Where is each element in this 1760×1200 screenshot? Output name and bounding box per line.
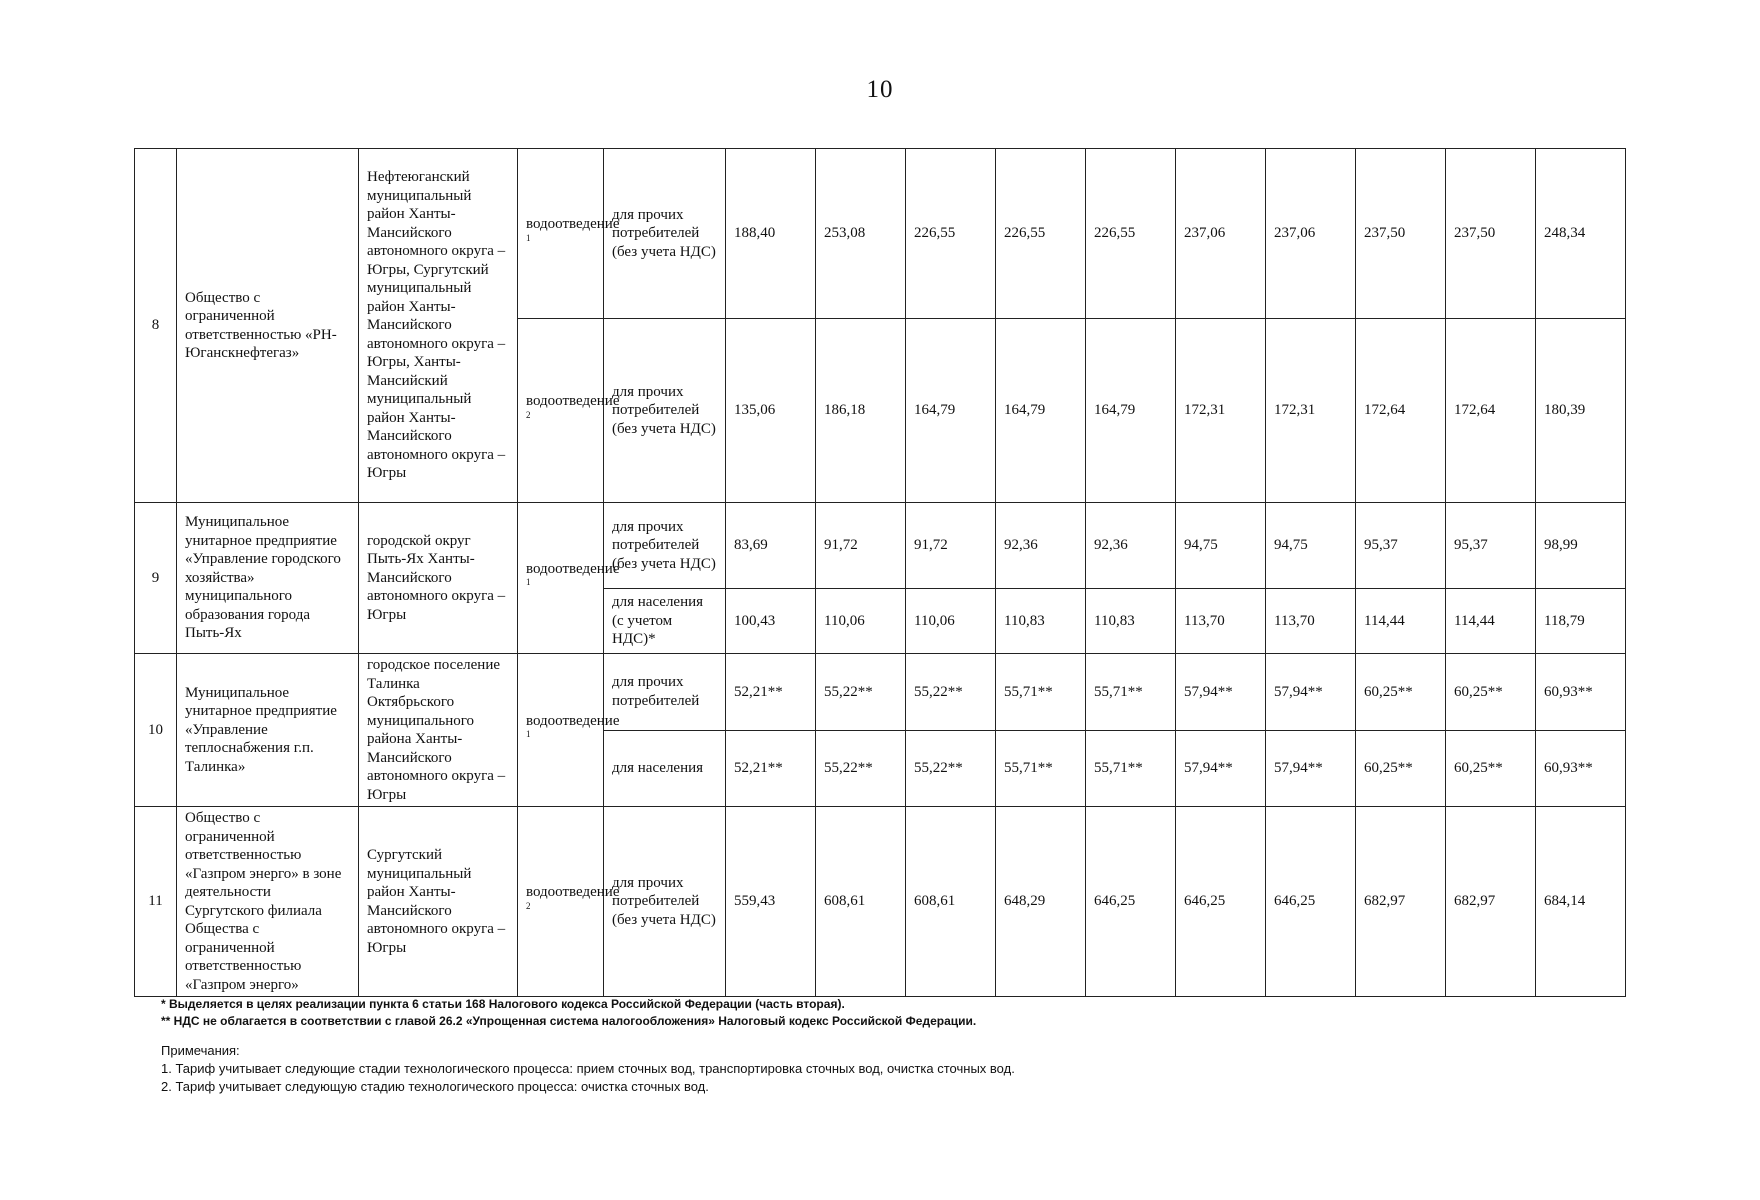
tariff-value: 113,70	[1176, 589, 1266, 654]
tariff-value: 684,14	[1536, 807, 1626, 997]
tariff-value: 114,44	[1446, 589, 1536, 654]
footnote-vat-included: * Выделяется в целях реализации пункта 6 статьи 168 Налогового кодекса Российской Федерации (часть вторая).	[161, 997, 845, 1011]
tariff-value: 55,22**	[906, 730, 996, 807]
tariff-value: 682,97	[1446, 807, 1536, 997]
consumer-cell: для прочих потребителей (без учета НДС)	[604, 149, 726, 319]
tariff-value: 172,31	[1176, 319, 1266, 503]
tariff-value: 55,71**	[996, 730, 1086, 807]
tariff-value: 94,75	[1176, 503, 1266, 589]
territory-cell: городской округ Пыть-Ях Ханты-Мансийского автономного округа – Югры	[359, 503, 518, 654]
organization-cell: Общество с ограниченной ответственностью «Газпром энерго» в зоне деятельности Сургутского филиала Общества с ограниченной ответственностью «Газпром энерго»	[177, 807, 359, 997]
tariff-value: 559,43	[726, 807, 816, 997]
tariff-value: 186,18	[816, 319, 906, 503]
note-ref: 1	[526, 729, 531, 739]
organization-cell: Муниципальное унитарное предприятие «Управление городского хозяйства» муниципального образования города Пыть-Ях	[177, 503, 359, 654]
tariff-value: 57,94**	[1266, 654, 1356, 731]
note-item: 1. Тариф учитывает следующие стадии технологического процесса: прием сточных вод, транспортировка сточных вод, очистка сточных вод.	[161, 1061, 1015, 1076]
tariff-value: 114,44	[1356, 589, 1446, 654]
tariff-value: 110,06	[906, 589, 996, 654]
tariff-value: 91,72	[816, 503, 906, 589]
page-number: 10	[866, 76, 894, 103]
tariff-value: 226,55	[906, 149, 996, 319]
tariff-value: 55,71**	[996, 654, 1086, 731]
note-ref: 1	[526, 232, 531, 243]
tariff-value: 248,34	[1536, 149, 1626, 319]
note-ref: 2	[526, 900, 531, 911]
tariff-value: 55,71**	[1086, 730, 1176, 807]
tariff-value: 226,55	[996, 149, 1086, 319]
tariff-value: 164,79	[1086, 319, 1176, 503]
service-cell	[518, 654, 620, 807]
service-cell	[518, 319, 620, 503]
tariff-value: 648,29	[996, 807, 1086, 997]
tariff-value: 110,06	[816, 589, 906, 654]
tariff-value: 180,39	[1536, 319, 1626, 503]
service-label: водоотведение	[526, 712, 620, 729]
tariff-value: 95,37	[1356, 503, 1446, 589]
service-cell	[518, 503, 620, 654]
tariff-value: 83,69	[726, 503, 816, 589]
consumer-cell: для прочих потребителей (без учета НДС)	[604, 807, 726, 997]
territory-cell: Нефтеюганский муниципальный район Ханты-Мансийского автономного округа – Югры, Сургутский муниципальный район Ханты-Мансийского автономного округа – Югры, Ханты-Мансийский муниципальный район Ханты-Мансийского автономного округа – Югры	[359, 149, 518, 503]
tariff-value: 100,43	[726, 589, 816, 654]
tariff-value: 135,06	[726, 319, 816, 503]
notes-section	[161, 1042, 1015, 1096]
tariff-value: 682,97	[1356, 807, 1446, 997]
tariff-value: 91,72	[906, 503, 996, 589]
tariff-value: 52,21**	[726, 654, 816, 731]
tariff-value: 60,93**	[1536, 730, 1626, 807]
tariff-table	[134, 148, 1626, 997]
tariff-value: 646,25	[1266, 807, 1356, 997]
row-number: 8	[135, 149, 177, 503]
table-row	[135, 149, 1626, 319]
tariff-value: 110,83	[996, 589, 1086, 654]
service-label: водоотведение	[526, 560, 620, 577]
tariff-value: 646,25	[1086, 807, 1176, 997]
footnote-vat-exempt: ** НДС не облагается в соответствии с главой 26.2 «Упрощенная система налогообложения» Налоговый кодекс Российской Федерации.	[161, 1014, 977, 1028]
row-number: 9	[135, 503, 177, 654]
tariff-value: 60,93**	[1536, 654, 1626, 731]
tariff-value: 172,31	[1266, 319, 1356, 503]
row-number: 10	[135, 654, 177, 807]
consumer-cell: для прочих потребителей (без учета НДС)	[604, 503, 726, 589]
tariff-value: 60,25**	[1356, 654, 1446, 731]
note-item: 2. Тариф учитывает следующую стадию технологического процесса: очистка сточных вод.	[161, 1079, 709, 1094]
tariff-value: 253,08	[816, 149, 906, 319]
tariff-value: 60,25**	[1446, 730, 1536, 807]
tariff-value: 172,64	[1446, 319, 1536, 503]
tariff-value: 60,25**	[1356, 730, 1446, 807]
consumer-cell: для прочих потребителей (без учета НДС)	[604, 319, 726, 503]
consumer-cell: для прочих потребителей	[604, 654, 726, 731]
table-row	[135, 654, 1626, 731]
tariff-value: 164,79	[996, 319, 1086, 503]
territory-cell: Сургутский муниципальный район Ханты-Мансийского автономного округа – Югры	[359, 807, 518, 997]
footnotes	[161, 996, 976, 1030]
tariff-value: 98,99	[1536, 503, 1626, 589]
tariff-value: 55,22**	[906, 654, 996, 731]
tariff-value: 110,83	[1086, 589, 1176, 654]
tariff-value: 94,75	[1266, 503, 1356, 589]
tariff-value: 57,94**	[1176, 654, 1266, 731]
tariff-value: 237,50	[1356, 149, 1446, 319]
tariff-value: 113,70	[1266, 589, 1356, 654]
tariff-value: 92,36	[1086, 503, 1176, 589]
service-label: водоотведение	[526, 216, 620, 232]
service-label: водоотведение	[526, 393, 620, 409]
tariff-value: 118,79	[1536, 589, 1626, 654]
tariff-value: 164,79	[906, 319, 996, 503]
tariff-value: 57,94**	[1266, 730, 1356, 807]
tariff-value: 172,64	[1356, 319, 1446, 503]
tariff-value: 188,40	[726, 149, 816, 319]
service-label: водоотведение	[526, 884, 620, 900]
notes-title: Примечания:	[161, 1043, 240, 1058]
tariff-value: 92,36	[996, 503, 1086, 589]
consumer-cell: для населения (с учетом НДС)*	[604, 589, 726, 654]
service-cell	[518, 149, 620, 319]
tariff-value: 608,61	[816, 807, 906, 997]
tariff-value: 57,94**	[1176, 730, 1266, 807]
tariff-value: 237,50	[1446, 149, 1536, 319]
consumer-cell: для населения	[604, 730, 726, 807]
note-ref: 1	[526, 577, 531, 587]
organization-cell: Муниципальное унитарное предприятие «Управление теплоснабжения г.п. Талинка»	[177, 654, 359, 807]
service-cell	[518, 807, 620, 997]
row-number: 11	[135, 807, 177, 997]
territory-cell: городское поселение Талинка Октябрьского муниципального района Ханты-Мансийского автономного округа – Югры	[359, 654, 518, 807]
tariff-value: 55,71**	[1086, 654, 1176, 731]
note-ref: 2	[526, 409, 531, 420]
tariff-value: 646,25	[1176, 807, 1266, 997]
organization-cell: Общество с ограниченной ответственностью «РН-Юганскнефтегаз»	[177, 149, 359, 503]
table-row	[135, 807, 1626, 997]
tariff-value: 95,37	[1446, 503, 1536, 589]
tariff-value: 60,25**	[1446, 654, 1536, 731]
tariff-value: 55,22**	[816, 654, 906, 731]
tariff-value: 226,55	[1086, 149, 1176, 319]
tariff-value: 237,06	[1266, 149, 1356, 319]
tariff-value: 52,21**	[726, 730, 816, 807]
tariff-value: 55,22**	[816, 730, 906, 807]
tariff-value: 608,61	[906, 807, 996, 997]
table-row	[135, 503, 1626, 589]
tariff-value: 237,06	[1176, 149, 1266, 319]
